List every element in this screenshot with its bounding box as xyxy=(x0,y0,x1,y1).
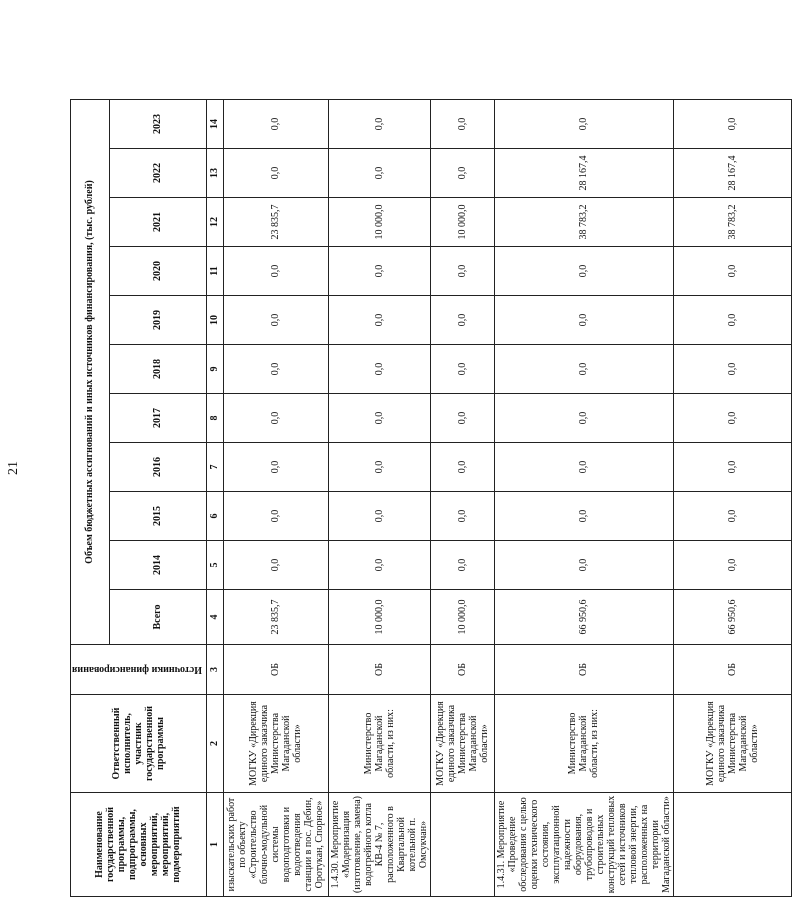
row-value: 0,0 xyxy=(328,247,430,296)
row-value: 0,0 xyxy=(328,492,430,541)
row-value: 0,0 xyxy=(673,443,791,492)
column-number: 13 xyxy=(206,149,223,198)
table-row xyxy=(328,100,430,897)
header-year: 2017 xyxy=(109,394,206,443)
row-value: 0,0 xyxy=(673,100,791,149)
row-source: ОБ xyxy=(430,645,494,695)
row-value: 38 783,2 xyxy=(494,198,673,247)
row-value: 0,0 xyxy=(430,149,494,198)
column-number: 14 xyxy=(206,100,223,149)
row-value: 28 167,4 xyxy=(673,149,791,198)
row-value: 0,0 xyxy=(673,296,791,345)
header-year: 2016 xyxy=(109,443,206,492)
column-number: 7 xyxy=(206,443,223,492)
row-value: 0,0 xyxy=(328,394,430,443)
header-year: 2023 xyxy=(109,100,206,149)
row-value: 0,0 xyxy=(223,100,328,149)
row-value: 0,0 xyxy=(223,247,328,296)
column-number: 6 xyxy=(206,492,223,541)
header-year: 2021 xyxy=(109,198,206,247)
row-value: 0,0 xyxy=(430,394,494,443)
row-value: 0,0 xyxy=(328,100,430,149)
row-value: 0,0 xyxy=(494,541,673,590)
row-value: 10 000,0 xyxy=(328,590,430,645)
row-value: 0,0 xyxy=(223,394,328,443)
header-year: 2020 xyxy=(109,247,206,296)
row-executor: МОГКУ «Дирекция единого заказчика Министерства Магаданской области» xyxy=(430,695,494,793)
funding-table xyxy=(70,99,792,897)
row-value: 0,0 xyxy=(223,149,328,198)
header-source-text: Источники финансирования xyxy=(72,664,202,675)
page-number: 21 xyxy=(6,461,21,475)
row-value: 23 835,7 xyxy=(223,590,328,645)
header-year: 2018 xyxy=(109,345,206,394)
row-value: 0,0 xyxy=(494,443,673,492)
column-number: 2 xyxy=(206,695,223,793)
header-total: Всего xyxy=(109,590,206,645)
column-number: 9 xyxy=(206,345,223,394)
row-name: 1.4.30. Мероприятие «Модернизация (изготовление, замена) водогрейного котла КВ-4 № 7, расположенного в Квартальной котельной п. Омсукчан» xyxy=(328,793,430,897)
row-value: 0,0 xyxy=(223,541,328,590)
table-row xyxy=(223,100,328,897)
row-value: 0,0 xyxy=(430,541,494,590)
column-number: 11 xyxy=(206,247,223,296)
row-value: 28 167,4 xyxy=(494,149,673,198)
row-value: 0,0 xyxy=(494,100,673,149)
column-number: 10 xyxy=(206,296,223,345)
row-value: 0,0 xyxy=(328,296,430,345)
column-number: 8 xyxy=(206,394,223,443)
row-value: 0,0 xyxy=(223,492,328,541)
row-name xyxy=(673,793,791,897)
row-value: 0,0 xyxy=(494,247,673,296)
row-value: 0,0 xyxy=(328,149,430,198)
row-value: 0,0 xyxy=(494,296,673,345)
row-executor: МОГКУ «Дирекция единого заказчика Министерства Магаданской области» xyxy=(673,695,791,793)
row-value: 0,0 xyxy=(494,492,673,541)
header-executor: Ответственный исполнитель, участник государственной программы xyxy=(71,695,207,793)
row-value: 0,0 xyxy=(494,345,673,394)
row-executor: Министерство Магаданской области, из них: xyxy=(328,695,430,793)
row-value: 66 950,6 xyxy=(673,590,791,645)
row-value: 0,0 xyxy=(223,296,328,345)
row-value: 66 950,6 xyxy=(494,590,673,645)
table-row xyxy=(494,100,673,897)
row-name: изыскательских работ по объекту «Строительство блочно-модульной системы водоподготовки и водоотведения станции в пос. Дебин, Оротукан, Спорное» xyxy=(223,793,328,897)
column-number: 5 xyxy=(206,541,223,590)
header-funding: Объем бюджетных ассигнований и иных источников финансирования, (тыс. рублей) xyxy=(71,100,110,645)
header-year: 2019 xyxy=(109,296,206,345)
row-value: 0,0 xyxy=(673,247,791,296)
row-value: 10 000,0 xyxy=(430,590,494,645)
column-number: 4 xyxy=(206,590,223,645)
row-value: 10 000,0 xyxy=(328,198,430,247)
row-value: 0,0 xyxy=(430,247,494,296)
row-value: 0,0 xyxy=(430,100,494,149)
row-value: 0,0 xyxy=(673,345,791,394)
row-value: 23 835,7 xyxy=(223,198,328,247)
row-source: ОБ xyxy=(223,645,328,695)
header-source xyxy=(71,645,207,695)
row-value: 0,0 xyxy=(430,443,494,492)
row-value: 0,0 xyxy=(673,394,791,443)
header-year: 2022 xyxy=(109,149,206,198)
row-executor: Министерство Магаданской области, из них: xyxy=(494,695,673,793)
row-value: 0,0 xyxy=(494,394,673,443)
column-number: 1 xyxy=(206,793,223,897)
row-value: 0,0 xyxy=(673,541,791,590)
row-value: 38 783,2 xyxy=(673,198,791,247)
table-row xyxy=(673,100,791,897)
row-executor: МОГКУ «Дирекция единого заказчика Министерства Магаданской области» xyxy=(223,695,328,793)
row-value: 0,0 xyxy=(673,492,791,541)
row-value: 0,0 xyxy=(328,541,430,590)
row-name xyxy=(430,793,494,897)
header-name: Наименование государственной программы, подпрограммы, основных мероприятий, мероприятий, подмероприятий xyxy=(71,793,207,897)
row-value: 0,0 xyxy=(430,492,494,541)
row-value: 10 000,0 xyxy=(430,198,494,247)
row-value: 0,0 xyxy=(223,345,328,394)
column-number: 12 xyxy=(206,198,223,247)
row-source: ОБ xyxy=(673,645,791,695)
header-year: 2014 xyxy=(109,541,206,590)
header-year: 2015 xyxy=(109,492,206,541)
column-number: 3 xyxy=(206,645,223,695)
row-value: 0,0 xyxy=(430,296,494,345)
table-row xyxy=(430,100,494,897)
row-name: 1.4.31. Мероприятие «Проведение обследования с целью оценки технического состояния, эксплуатационной надежности оборудования, трубопроводов и строительных конструкций тепловых сетей и источников тепловой энергии, расположенных на территории Магаданской области» xyxy=(494,793,673,897)
row-value: 0,0 xyxy=(223,443,328,492)
row-value: 0,0 xyxy=(430,345,494,394)
row-source: ОБ xyxy=(328,645,430,695)
row-source: ОБ xyxy=(494,645,673,695)
row-value: 0,0 xyxy=(328,443,430,492)
row-value: 0,0 xyxy=(328,345,430,394)
